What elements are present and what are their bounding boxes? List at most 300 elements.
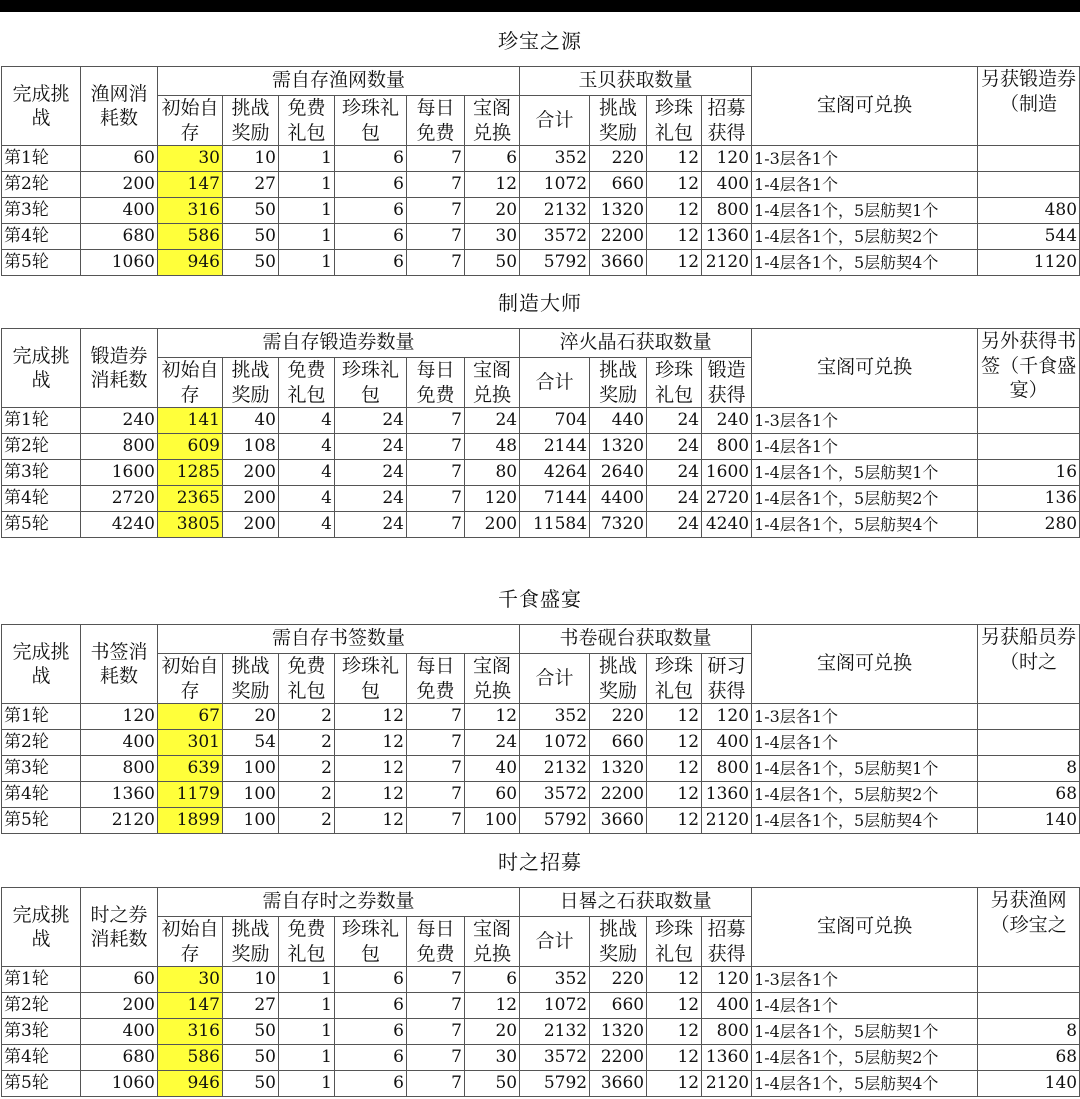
cell-consume: 1060: [81, 1071, 158, 1097]
cell-challenge: 10: [223, 146, 279, 172]
cell-vault: 80: [465, 460, 520, 486]
cell-vault-exchange: 1-4层各1个: [752, 730, 978, 756]
cell-round: 第4轮: [2, 1045, 81, 1071]
header-daily: 每日免费: [407, 96, 465, 146]
header-gain-third: 锻造获得: [702, 358, 752, 408]
cell-free: 4: [279, 486, 335, 512]
cell-extra: [978, 172, 1080, 198]
cell-round: 第3轮: [2, 460, 81, 486]
header-vault-exchange: 宝阁可兑换: [752, 329, 978, 408]
cell-gain-challenge: 660: [590, 172, 647, 198]
cell-gain-pearl: 12: [647, 224, 702, 250]
cell-extra: 1120: [978, 250, 1080, 276]
cell-total: 1072: [520, 730, 590, 756]
cell-total: 5792: [520, 808, 590, 834]
cell-gain-third: 2120: [702, 808, 752, 834]
cell-pearl: 6: [335, 172, 407, 198]
cell-consume: 60: [81, 146, 158, 172]
table-row: [2, 512, 1080, 538]
cell-consume: 240: [81, 408, 158, 434]
cell-consume: 4240: [81, 512, 158, 538]
cell-total: 352: [520, 146, 590, 172]
cell-total: 5792: [520, 1071, 590, 1097]
cell-gain-pearl: 12: [647, 172, 702, 198]
header-vault-exchange: 宝阁可兑换: [752, 625, 978, 704]
cell-daily: 7: [407, 460, 465, 486]
cell-gain-challenge: 3660: [590, 250, 647, 276]
cell-challenge: 50: [223, 198, 279, 224]
cell-total: 3572: [520, 782, 590, 808]
header-free: 免费礼包: [279, 654, 335, 704]
cell-extra: 8: [978, 756, 1080, 782]
header-gain-third: 招募获得: [702, 917, 752, 967]
table-row: [2, 460, 1080, 486]
cell-initial: 1899: [158, 808, 223, 834]
cell-challenge: 50: [223, 250, 279, 276]
cell-daily: 7: [407, 1019, 465, 1045]
cell-total: 7144: [520, 486, 590, 512]
cell-total: 3572: [520, 1045, 590, 1071]
header-challenge: 挑战奖励: [223, 654, 279, 704]
cell-pearl: 12: [335, 756, 407, 782]
cell-gain-pearl: 12: [647, 756, 702, 782]
cell-gain-pearl: 12: [647, 198, 702, 224]
cell-vault-exchange: 1-4层各1个，5层舫契4个: [752, 1071, 978, 1097]
cell-consume: 200: [81, 993, 158, 1019]
header-daily: 每日免费: [407, 358, 465, 408]
cell-initial: 316: [158, 198, 223, 224]
cell-free: 2: [279, 782, 335, 808]
cell-extra: [978, 704, 1080, 730]
header-gain-third: 研习获得: [702, 654, 752, 704]
cell-vault: 60: [465, 782, 520, 808]
table-row: [2, 486, 1080, 512]
cell-round: 第5轮: [2, 1071, 81, 1097]
table-row: [2, 993, 1080, 1019]
header-row-1: [2, 67, 1080, 96]
cell-pearl: 24: [335, 512, 407, 538]
header-vault-exchange: 宝阁可兑换: [752, 67, 978, 146]
cell-gain-pearl: 12: [647, 250, 702, 276]
cell-vault-exchange: 1-4层各1个，5层舫契2个: [752, 224, 978, 250]
header-need-group: 需自存渔网数量: [158, 67, 520, 96]
cell-initial: 147: [158, 172, 223, 198]
header-daily: 每日免费: [407, 917, 465, 967]
cell-challenge: 50: [223, 1045, 279, 1071]
cell-vault: 12: [465, 172, 520, 198]
cell-vault-exchange: 1-4层各1个，5层舫契1个: [752, 198, 978, 224]
cell-gain-pearl: 24: [647, 486, 702, 512]
cell-free: 1: [279, 1045, 335, 1071]
cell-gain-challenge: 2640: [590, 460, 647, 486]
cell-extra: 480: [978, 198, 1080, 224]
cell-daily: 7: [407, 224, 465, 250]
cell-daily: 7: [407, 808, 465, 834]
header-gain-challenge: 挑战奖励: [590, 917, 647, 967]
cell-vault: 30: [465, 224, 520, 250]
cell-daily: 7: [407, 782, 465, 808]
cell-gain-pearl: 24: [647, 460, 702, 486]
header-gain-challenge: 挑战奖励: [590, 358, 647, 408]
section-title: 千食盛宴: [498, 587, 582, 611]
cell-round: 第1轮: [2, 146, 81, 172]
cell-extra: 136: [978, 486, 1080, 512]
cell-challenge: 200: [223, 512, 279, 538]
section-treasure-source: [0, 16, 1080, 276]
table-row: [2, 1045, 1080, 1071]
cell-vault-exchange: 1-4层各1个，5层舫契2个: [752, 486, 978, 512]
cell-gain-challenge: 2200: [590, 224, 647, 250]
table-row: [2, 146, 1080, 172]
cell-challenge: 40: [223, 408, 279, 434]
cell-gain-third: 400: [702, 993, 752, 1019]
cell-total: 3572: [520, 224, 590, 250]
cell-challenge: 100: [223, 782, 279, 808]
cell-pearl: 6: [335, 1045, 407, 1071]
cell-round: 第2轮: [2, 172, 81, 198]
cell-initial: 30: [158, 967, 223, 993]
cell-gain-third: 2120: [702, 250, 752, 276]
cell-round: 第3轮: [2, 756, 81, 782]
header-pearl: 珍珠礼包: [335, 654, 407, 704]
cell-consume: 200: [81, 172, 158, 198]
cell-gain-third: 1600: [702, 460, 752, 486]
cell-round: 第1轮: [2, 408, 81, 434]
cell-free: 2: [279, 808, 335, 834]
cell-gain-third: 240: [702, 408, 752, 434]
cell-gain-challenge: 4400: [590, 486, 647, 512]
cell-consume: 680: [81, 1045, 158, 1071]
header-row-1: [2, 329, 1080, 358]
cell-daily: 7: [407, 486, 465, 512]
table-row: [2, 756, 1080, 782]
table-row: [2, 782, 1080, 808]
cell-round: 第5轮: [2, 808, 81, 834]
cell-free: 2: [279, 730, 335, 756]
reward-table: [1, 66, 1080, 276]
cell-gain-challenge: 440: [590, 408, 647, 434]
cell-daily: 7: [407, 1045, 465, 1071]
cell-round: 第2轮: [2, 993, 81, 1019]
cell-daily: 7: [407, 198, 465, 224]
table-row: [2, 198, 1080, 224]
header-extra: 另获渔网（珍宝之: [978, 888, 1080, 967]
cell-consume: 400: [81, 1019, 158, 1045]
header-consume: 时之券消耗数: [81, 888, 158, 967]
cell-free: 2: [279, 756, 335, 782]
cell-pearl: 6: [335, 1071, 407, 1097]
cell-total: 5792: [520, 250, 590, 276]
cell-daily: 7: [407, 434, 465, 460]
cell-daily: 7: [407, 512, 465, 538]
cell-gain-challenge: 220: [590, 704, 647, 730]
cell-extra: 280: [978, 512, 1080, 538]
cell-gain-third: 120: [702, 146, 752, 172]
cell-challenge: 50: [223, 224, 279, 250]
cell-gain-pearl: 12: [647, 1019, 702, 1045]
cell-daily: 7: [407, 146, 465, 172]
cell-challenge: 27: [223, 993, 279, 1019]
cell-pearl: 24: [335, 460, 407, 486]
cell-challenge: 54: [223, 730, 279, 756]
cell-daily: 7: [407, 730, 465, 756]
cell-extra: 16: [978, 460, 1080, 486]
header-pearl: 珍珠礼包: [335, 96, 407, 146]
reward-table: [1, 624, 1080, 834]
cell-free: 4: [279, 408, 335, 434]
header-vault: 宝阁兑换: [465, 96, 520, 146]
header-total: 合计: [520, 917, 590, 967]
cell-total: 2132: [520, 198, 590, 224]
cell-round: 第3轮: [2, 198, 81, 224]
cell-gain-third: 800: [702, 756, 752, 782]
cell-consume: 2120: [81, 808, 158, 834]
cell-pearl: 24: [335, 408, 407, 434]
cell-initial: 639: [158, 756, 223, 782]
cell-round: 第4轮: [2, 782, 81, 808]
cell-initial: 946: [158, 250, 223, 276]
header-total: 合计: [520, 358, 590, 408]
cell-initial: 147: [158, 993, 223, 1019]
header-complete: 完成挑战: [2, 67, 81, 146]
cell-round: 第4轮: [2, 486, 81, 512]
cell-initial: 141: [158, 408, 223, 434]
section-title: 珍宝之源: [498, 29, 582, 53]
cell-vault: 6: [465, 146, 520, 172]
top-black-bar: [0, 0, 1080, 12]
cell-initial: 586: [158, 1045, 223, 1071]
cell-gain-pearl: 12: [647, 1045, 702, 1071]
header-extra: 另获锻造券（制造: [978, 67, 1080, 146]
table-row: [2, 224, 1080, 250]
cell-consume: 2720: [81, 486, 158, 512]
cell-gain-pearl: 24: [647, 434, 702, 460]
cell-consume: 1360: [81, 782, 158, 808]
cell-consume: 800: [81, 434, 158, 460]
header-initial: 初始自存: [158, 358, 223, 408]
cell-pearl: 12: [335, 782, 407, 808]
cell-gain-pearl: 12: [647, 808, 702, 834]
cell-vault-exchange: 1-4层各1个，5层舫契1个: [752, 1019, 978, 1045]
cell-free: 4: [279, 460, 335, 486]
header-free: 免费礼包: [279, 917, 335, 967]
table-row: [2, 1071, 1080, 1097]
cell-gain-challenge: 2200: [590, 782, 647, 808]
header-gain-pearl: 珍珠礼包: [647, 358, 702, 408]
cell-gain-challenge: 220: [590, 146, 647, 172]
cell-gain-challenge: 2200: [590, 1045, 647, 1071]
section-title: 时之招募: [498, 850, 582, 874]
cell-vault: 20: [465, 198, 520, 224]
cell-total: 11584: [520, 512, 590, 538]
cell-challenge: 100: [223, 756, 279, 782]
cell-vault: 24: [465, 408, 520, 434]
cell-extra: 544: [978, 224, 1080, 250]
header-vault: 宝阁兑换: [465, 917, 520, 967]
section-time-recruit: [0, 837, 1080, 1097]
cell-gain-challenge: 1320: [590, 1019, 647, 1045]
cell-free: 1: [279, 1071, 335, 1097]
cell-gain-third: 2120: [702, 1071, 752, 1097]
cell-gain-challenge: 660: [590, 730, 647, 756]
cell-consume: 120: [81, 704, 158, 730]
cell-gain-pearl: 12: [647, 782, 702, 808]
cell-vault: 100: [465, 808, 520, 834]
table-row: [2, 808, 1080, 834]
cell-extra: [978, 434, 1080, 460]
cell-consume: 800: [81, 756, 158, 782]
cell-extra: 140: [978, 808, 1080, 834]
cell-gain-challenge: 7320: [590, 512, 647, 538]
cell-gain-challenge: 3660: [590, 1071, 647, 1097]
header-gain-challenge: 挑战奖励: [590, 654, 647, 704]
cell-vault: 40: [465, 756, 520, 782]
table-row: [2, 730, 1080, 756]
table-row: [2, 250, 1080, 276]
cell-vault-exchange: 1-4层各1个，5层舫契4个: [752, 512, 978, 538]
cell-vault-exchange: 1-4层各1个: [752, 172, 978, 198]
cell-round: 第1轮: [2, 704, 81, 730]
header-daily: 每日免费: [407, 654, 465, 704]
cell-gain-third: 800: [702, 434, 752, 460]
cell-free: 1: [279, 146, 335, 172]
reward-table: [1, 887, 1080, 1097]
header-gain-group: 玉贝获取数量: [520, 67, 752, 96]
cell-vault-exchange: 1-4层各1个，5层舫契2个: [752, 1045, 978, 1071]
cell-challenge: 100: [223, 808, 279, 834]
cell-vault-exchange: 1-4层各1个，5层舫契1个: [752, 460, 978, 486]
cell-initial: 30: [158, 146, 223, 172]
cell-free: 1: [279, 172, 335, 198]
cell-vault: 50: [465, 1071, 520, 1097]
header-gain-group: 日晷之石获取数量: [520, 888, 752, 917]
header-complete: 完成挑战: [2, 329, 81, 408]
cell-extra: [978, 967, 1080, 993]
cell-total: 704: [520, 408, 590, 434]
cell-pearl: 24: [335, 486, 407, 512]
cell-gain-pearl: 12: [647, 1071, 702, 1097]
cell-pearl: 12: [335, 704, 407, 730]
header-need-group: 需自存锻造券数量: [158, 329, 520, 358]
cell-round: 第3轮: [2, 1019, 81, 1045]
cell-total: 2132: [520, 1019, 590, 1045]
cell-extra: 68: [978, 782, 1080, 808]
header-challenge: 挑战奖励: [223, 96, 279, 146]
header-need-group: 需自存书签数量: [158, 625, 520, 654]
cell-consume: 1060: [81, 250, 158, 276]
cell-gain-pearl: 12: [647, 704, 702, 730]
cell-total: 2132: [520, 756, 590, 782]
cell-vault-exchange: 1-3层各1个: [752, 967, 978, 993]
cell-vault: 50: [465, 250, 520, 276]
section-thousand-feast: [0, 574, 1080, 834]
cell-gain-pearl: 12: [647, 146, 702, 172]
cell-extra: 8: [978, 1019, 1080, 1045]
cell-gain-challenge: 3660: [590, 808, 647, 834]
header-consume: 书签消耗数: [81, 625, 158, 704]
header-gain-group: 书卷砚台获取数量: [520, 625, 752, 654]
cell-gain-third: 1360: [702, 1045, 752, 1071]
header-total: 合计: [520, 654, 590, 704]
cell-free: 4: [279, 434, 335, 460]
cell-total: 2144: [520, 434, 590, 460]
header-vault: 宝阁兑换: [465, 654, 520, 704]
header-extra: 另获船员券（时之: [978, 625, 1080, 704]
header-free: 免费礼包: [279, 358, 335, 408]
header-initial: 初始自存: [158, 96, 223, 146]
cell-gain-third: 800: [702, 198, 752, 224]
header-challenge: 挑战奖励: [223, 358, 279, 408]
header-total: 合计: [520, 96, 590, 146]
header-gain-challenge: 挑战奖励: [590, 96, 647, 146]
table-row: [2, 172, 1080, 198]
cell-free: 1: [279, 224, 335, 250]
header-gain-pearl: 珍珠礼包: [647, 654, 702, 704]
cell-pearl: 6: [335, 967, 407, 993]
cell-round: 第5轮: [2, 250, 81, 276]
cell-extra: [978, 146, 1080, 172]
cell-consume: 400: [81, 198, 158, 224]
cell-consume: 400: [81, 730, 158, 756]
cell-consume: 680: [81, 224, 158, 250]
header-pearl: 珍珠礼包: [335, 358, 407, 408]
cell-round: 第5轮: [2, 512, 81, 538]
cell-gain-challenge: 1320: [590, 756, 647, 782]
cell-gain-third: 120: [702, 704, 752, 730]
cell-gain-pearl: 12: [647, 967, 702, 993]
cell-gain-third: 400: [702, 172, 752, 198]
header-row-1: [2, 625, 1080, 654]
cell-round: 第4轮: [2, 224, 81, 250]
cell-vault: 200: [465, 512, 520, 538]
cell-initial: 946: [158, 1071, 223, 1097]
cell-vault: 30: [465, 1045, 520, 1071]
cell-free: 1: [279, 967, 335, 993]
cell-gain-third: 1360: [702, 224, 752, 250]
cell-round: 第2轮: [2, 730, 81, 756]
section-craft-master: [0, 278, 1080, 538]
cell-pearl: 6: [335, 146, 407, 172]
cell-pearl: 6: [335, 993, 407, 1019]
cell-vault: 12: [465, 993, 520, 1019]
cell-initial: 609: [158, 434, 223, 460]
cell-initial: 1285: [158, 460, 223, 486]
header-complete: 完成挑战: [2, 888, 81, 967]
cell-vault-exchange: 1-4层各1个: [752, 993, 978, 1019]
header-gain-pearl: 珍珠礼包: [647, 96, 702, 146]
cell-initial: 586: [158, 224, 223, 250]
cell-initial: 301: [158, 730, 223, 756]
cell-daily: 7: [407, 408, 465, 434]
cell-gain-challenge: 1320: [590, 434, 647, 460]
cell-pearl: 6: [335, 250, 407, 276]
cell-challenge: 200: [223, 486, 279, 512]
cell-free: 1: [279, 993, 335, 1019]
cell-daily: 7: [407, 967, 465, 993]
cell-challenge: 50: [223, 1071, 279, 1097]
header-initial: 初始自存: [158, 917, 223, 967]
cell-consume: 1600: [81, 460, 158, 486]
header-vault: 宝阁兑换: [465, 358, 520, 408]
cell-vault-exchange: 1-4层各1个: [752, 434, 978, 460]
cell-pearl: 12: [335, 808, 407, 834]
cell-vault: 6: [465, 967, 520, 993]
cell-gain-third: 800: [702, 1019, 752, 1045]
header-consume: 锻造券消耗数: [81, 329, 158, 408]
header-gain-pearl: 珍珠礼包: [647, 917, 702, 967]
cell-total: 352: [520, 704, 590, 730]
cell-extra: [978, 730, 1080, 756]
